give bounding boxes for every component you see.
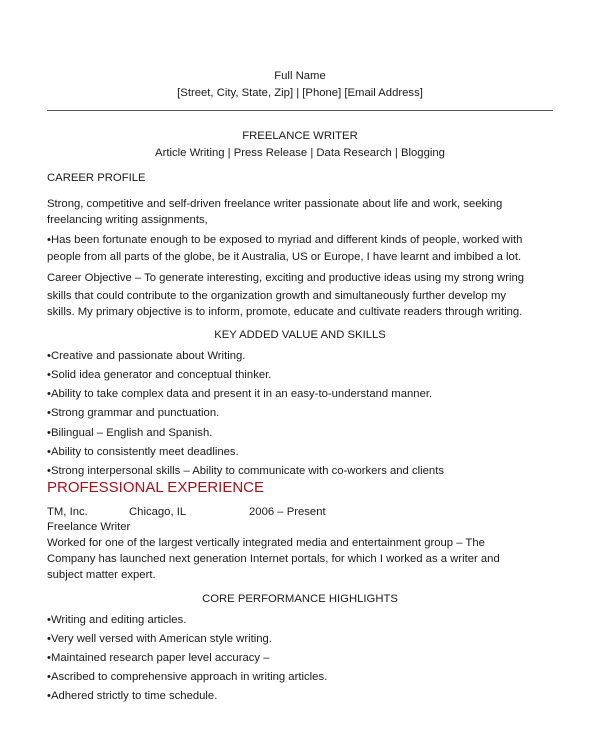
company: TM, Inc. (47, 506, 88, 518)
experience-line: Worked for one of the largest vertically integrated media and entertainment group – The (47, 537, 485, 549)
highlight-item: •Adhered strictly to time schedule. (47, 690, 218, 702)
skill-item: •Bilingual – English and Spanish. (47, 427, 213, 439)
highlight-item: •Very well versed with American style writing. (47, 633, 272, 645)
experience-heading: PROFESSIONAL EXPERIENCE (47, 479, 265, 496)
profile-line: freelancing writing assignments, (47, 214, 208, 226)
highlights-heading: CORE PERFORMANCE HIGHLIGHTS (202, 593, 398, 605)
skill-item: •Creative and passionate about Writing. (47, 350, 246, 362)
profile-line: people from all parts of the globe, be it Australia, US or Europe, I have learnt and imbibed a lot. (47, 251, 522, 263)
skill-item: •Solid idea generator and conceptual thinker. (47, 369, 272, 381)
skill-item: •Ability to consistently meet deadlines. (47, 446, 239, 458)
experience-line: Company has launched next generation Internet portals, for which I worked as a writer and (47, 553, 500, 565)
profile-line: •Has been fortunate enough to be exposed to myriad and different kinds of people, worked with (47, 234, 523, 246)
profile-line: skills. My primary objective is to inform, promote, educate and cultivate readers through writing. (47, 306, 523, 318)
role-title: FREELANCE WRITER (242, 130, 358, 142)
skill-item: •Ability to take complex data and present it in an easy-to-understand manner. (47, 388, 433, 400)
skills-heading: KEY ADDED VALUE AND SKILLS (214, 329, 386, 341)
career-profile-heading: CAREER PROFILE (47, 172, 146, 184)
dates: 2006 – Present (249, 506, 326, 518)
highlight-item: •Maintained research paper level accuracy – (47, 652, 270, 664)
divider (47, 110, 553, 111)
skill-item: •Strong grammar and punctuation. (47, 407, 220, 419)
profile-line: skills that could contribute to the organization growth and simultaneously further develop my (47, 290, 507, 302)
highlight-item: •Ascribed to comprehensive approach in writing articles. (47, 671, 328, 683)
highlight-item: •Writing and editing articles. (47, 614, 187, 626)
profile-line: Career Objective – To generate interesting, exciting and productive ideas using my strong wring (47, 272, 525, 284)
contact-line: [Street, City, State, Zip] | [Phone] [Email Address] (177, 87, 423, 99)
experience-line: subject matter expert. (47, 569, 156, 581)
full-name: Full Name (274, 70, 326, 82)
specialties: Article Writing | Press Release | Data Research | Blogging (155, 147, 445, 159)
location: Chicago, IL (129, 506, 187, 518)
skill-item: •Strong interpersonal skills – Ability to communicate with co-workers and clients (47, 465, 445, 477)
position: Freelance Writer (47, 521, 131, 533)
profile-line: Strong, competitive and self-driven freelance writer passionate about life and work, seeking (47, 198, 503, 210)
